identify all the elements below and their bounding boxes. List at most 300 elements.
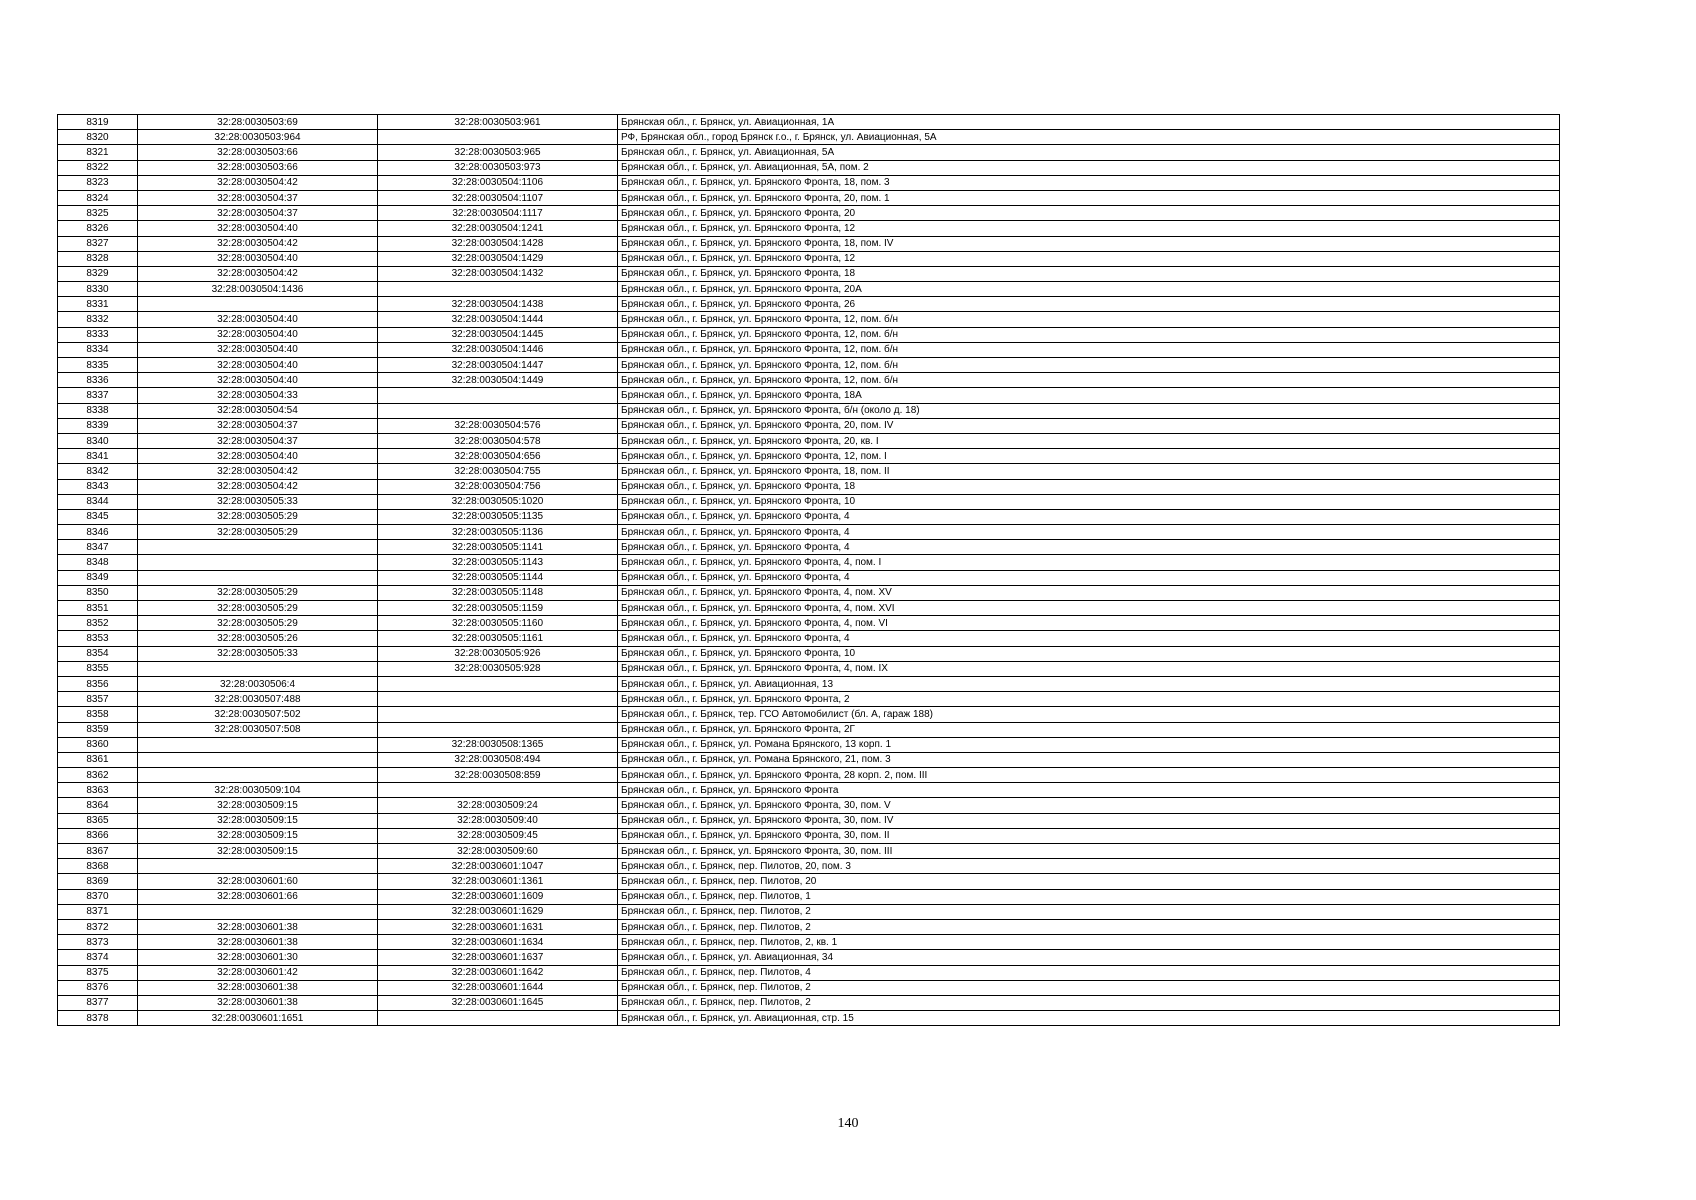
cell-cadastral-object: 32:28:0030601:1609 — [378, 889, 618, 904]
cell-cadastral-parcel: 32:28:0030504:1436 — [138, 282, 378, 297]
cell-cadastral-parcel: 32:28:0030504:37 — [138, 433, 378, 448]
cell-cadastral-parcel: 32:28:0030509:104 — [138, 783, 378, 798]
cell-cadastral-parcel: 32:28:0030601:66 — [138, 889, 378, 904]
cell-cadastral-object — [378, 403, 618, 418]
cell-address: Брянская обл., г. Брянск, пер. Пилотов, 20 — [618, 874, 1560, 889]
cell-address: Брянская обл., г. Брянск, ул. Брянского Фронта, 30, пом. IV — [618, 813, 1560, 828]
cell-number: 8349 — [58, 570, 138, 585]
cell-cadastral-object — [378, 783, 618, 798]
table-row — [58, 449, 1560, 464]
cell-number: 8340 — [58, 433, 138, 448]
cell-cadastral-object: 32:28:0030504:576 — [378, 418, 618, 433]
table-row — [58, 373, 1560, 388]
cell-cadastral-parcel: 32:28:0030509:15 — [138, 844, 378, 859]
cell-address: Брянская обл., г. Брянск, ул. Брянского Фронта, 12, пом. б/н — [618, 342, 1560, 357]
cell-number: 8378 — [58, 1011, 138, 1026]
cell-number: 8364 — [58, 798, 138, 813]
cell-address: Брянская обл., г. Брянск, ул. Романа Брянского, 13 корп. 1 — [618, 737, 1560, 752]
cell-number: 8370 — [58, 889, 138, 904]
cell-cadastral-object: 32:28:0030504:1444 — [378, 312, 618, 327]
table-row — [58, 342, 1560, 357]
cell-number: 8328 — [58, 251, 138, 266]
cell-number: 8372 — [58, 919, 138, 934]
cell-address: Брянская обл., г. Брянск, ул. Брянского Фронта, 4, пом. IX — [618, 661, 1560, 676]
cell-number: 8362 — [58, 768, 138, 783]
cell-cadastral-parcel: 32:28:0030503:964 — [138, 130, 378, 145]
cell-address: Брянская обл., г. Брянск, ул. Брянского Фронта, 4 — [618, 570, 1560, 585]
cell-cadastral-object: 32:28:0030508:494 — [378, 752, 618, 767]
cell-number: 8368 — [58, 859, 138, 874]
table-row — [58, 388, 1560, 403]
cell-cadastral-object: 32:28:0030503:973 — [378, 160, 618, 175]
cell-number: 8344 — [58, 494, 138, 509]
table-row — [58, 403, 1560, 418]
cell-address: Брянская обл., г. Брянск, ул. Брянского Фронта, 18 — [618, 266, 1560, 281]
cell-address: Брянская обл., г. Брянск, ул. Брянского Фронта, 18, пом. IV — [618, 236, 1560, 251]
cell-address: Брянская обл., г. Брянск, ул. Брянского Фронта, 12, пом. б/н — [618, 327, 1560, 342]
cell-number: 8348 — [58, 555, 138, 570]
cell-address: Брянская обл., г. Брянск, ул. Брянского Фронта, 18, пом. 3 — [618, 175, 1560, 190]
cell-address: Брянская обл., г. Брянск, ул. Брянского Фронта, 18 — [618, 479, 1560, 494]
cell-number: 8337 — [58, 388, 138, 403]
cell-address: Брянская обл., г. Брянск, ул. Брянского Фронта, 20, пом. 1 — [618, 190, 1560, 205]
cell-cadastral-object: 32:28:0030504:755 — [378, 464, 618, 479]
cell-number: 8374 — [58, 950, 138, 965]
cell-cadastral-object: 32:28:0030504:1432 — [378, 266, 618, 281]
cell-cadastral-object: 32:28:0030504:1241 — [378, 221, 618, 236]
cell-number: 8365 — [58, 813, 138, 828]
table-row — [58, 874, 1560, 889]
cell-number: 8355 — [58, 661, 138, 676]
table-row — [58, 935, 1560, 950]
cell-cadastral-parcel: 32:28:0030601:60 — [138, 874, 378, 889]
cell-cadastral-object: 32:28:0030505:928 — [378, 661, 618, 676]
cell-cadastral-object: 32:28:0030504:1438 — [378, 297, 618, 312]
cell-cadastral-parcel: 32:28:0030601:38 — [138, 935, 378, 950]
cell-number: 8360 — [58, 737, 138, 752]
cell-cadastral-parcel: 32:28:0030601:38 — [138, 919, 378, 934]
table-row — [58, 813, 1560, 828]
cell-cadastral-object: 32:28:0030601:1645 — [378, 995, 618, 1010]
cell-cadastral-object: 32:28:0030508:1365 — [378, 737, 618, 752]
cell-number: 8351 — [58, 601, 138, 616]
cell-address: Брянская обл., г. Брянск, пер. Пилотов, 2 — [618, 980, 1560, 995]
cell-address: Брянская обл., г. Брянск, ул. Брянского Фронта, 2 — [618, 692, 1560, 707]
table-row — [58, 783, 1560, 798]
table-row — [58, 251, 1560, 266]
table-row — [58, 540, 1560, 555]
table-row — [58, 722, 1560, 737]
table-row — [58, 631, 1560, 646]
cell-number: 8320 — [58, 130, 138, 145]
cell-address: Брянская обл., г. Брянск, пер. Пилотов, 2 — [618, 919, 1560, 934]
cell-number: 8325 — [58, 206, 138, 221]
cell-number: 8354 — [58, 646, 138, 661]
cell-number: 8376 — [58, 980, 138, 995]
cell-address: Брянская обл., г. Брянск, ул. Брянского Фронта — [618, 783, 1560, 798]
cell-cadastral-parcel — [138, 768, 378, 783]
cell-number: 8321 — [58, 145, 138, 160]
cell-address: Брянская обл., г. Брянск, пер. Пилотов, 4 — [618, 965, 1560, 980]
table-row — [58, 509, 1560, 524]
cell-address: Брянская обл., г. Брянск, ул. Брянского Фронта, 4, пом. VI — [618, 616, 1560, 631]
cell-address: Брянская обл., г. Брянск, ул. Авиационная, 13 — [618, 676, 1560, 691]
cell-address: Брянская обл., г. Брянск, ул. Брянского Фронта, 10 — [618, 494, 1560, 509]
cell-number: 8338 — [58, 403, 138, 418]
table-row — [58, 115, 1560, 130]
cell-cadastral-object: 32:28:0030601:1631 — [378, 919, 618, 934]
cell-address: РФ, Брянская обл., город Брянск г.о., г. Брянск, ул. Авиационная, 5А — [618, 130, 1560, 145]
cell-address: Брянская обл., г. Брянск, пер. Пилотов, 2 — [618, 995, 1560, 1010]
cell-cadastral-parcel: 32:28:0030505:29 — [138, 585, 378, 600]
cell-number: 8341 — [58, 449, 138, 464]
table-row — [58, 995, 1560, 1010]
table-row — [58, 464, 1560, 479]
cell-cadastral-parcel: 32:28:0030507:508 — [138, 722, 378, 737]
cell-cadastral-parcel — [138, 661, 378, 676]
cell-address: Брянская обл., г. Брянск, ул. Брянского Фронта, б/н (около д. 18) — [618, 403, 1560, 418]
cell-cadastral-parcel — [138, 737, 378, 752]
cell-number: 8366 — [58, 828, 138, 843]
cell-address: Брянская обл., г. Брянск, ул. Брянского Фронта, 28 корп. 2, пом. III — [618, 768, 1560, 783]
cell-cadastral-parcel: 32:28:0030504:40 — [138, 312, 378, 327]
cell-cadastral-object: 32:28:0030503:961 — [378, 115, 618, 130]
table-row — [58, 160, 1560, 175]
cell-number: 8332 — [58, 312, 138, 327]
cell-number: 8347 — [58, 540, 138, 555]
table-row — [58, 175, 1560, 190]
cell-cadastral-parcel — [138, 540, 378, 555]
cell-cadastral-parcel: 32:28:0030504:40 — [138, 342, 378, 357]
cell-number: 8363 — [58, 783, 138, 798]
cell-number: 8343 — [58, 479, 138, 494]
cell-address: Брянская обл., г. Брянск, ул. Брянского Фронта, 12 — [618, 221, 1560, 236]
cell-address: Брянская обл., г. Брянск, ул. Брянского Фронта, 12 — [618, 251, 1560, 266]
table-row — [58, 190, 1560, 205]
cell-cadastral-parcel: 32:28:0030505:29 — [138, 616, 378, 631]
cell-address: Брянская обл., г. Брянск, ул. Брянского Фронта, 2Г — [618, 722, 1560, 737]
cell-address: Брянская обл., г. Брянск, ул. Брянского Фронта, 30, пом. II — [618, 828, 1560, 843]
cell-cadastral-object: 32:28:0030508:859 — [378, 768, 618, 783]
cell-address: Брянская обл., г. Брянск, ул. Авиационная, 5А — [618, 145, 1560, 160]
cell-cadastral-object: 32:28:0030505:1141 — [378, 540, 618, 555]
cell-address: Брянская обл., г. Брянск, пер. Пилотов, 2 — [618, 904, 1560, 919]
table-row — [58, 479, 1560, 494]
cell-cadastral-object: 32:28:0030505:1161 — [378, 631, 618, 646]
cell-cadastral-object: 32:28:0030504:1107 — [378, 190, 618, 205]
cell-cadastral-object: 32:28:0030509:60 — [378, 844, 618, 859]
cell-number: 8335 — [58, 358, 138, 373]
table-row — [58, 859, 1560, 874]
cell-number: 8331 — [58, 297, 138, 312]
table-row — [58, 433, 1560, 448]
cell-address: Брянская обл., г. Брянск, ул. Брянского Фронта, 4, пом. XVI — [618, 601, 1560, 616]
cell-cadastral-object: 32:28:0030601:1629 — [378, 904, 618, 919]
table-row — [58, 889, 1560, 904]
table-row — [58, 844, 1560, 859]
cell-address: Брянская обл., г. Брянск, ул. Брянского Фронта, 18А — [618, 388, 1560, 403]
cell-cadastral-object: 32:28:0030504:1446 — [378, 342, 618, 357]
table-row — [58, 752, 1560, 767]
table-row — [58, 601, 1560, 616]
cell-address: Брянская обл., г. Брянск, ул. Авиационная, стр. 15 — [618, 1011, 1560, 1026]
cell-address: Брянская обл., г. Брянск, ул. Авиационная, 34 — [618, 950, 1560, 965]
cell-cadastral-object: 32:28:0030504:1429 — [378, 251, 618, 266]
table-row — [58, 282, 1560, 297]
cell-cadastral-parcel: 32:28:0030504:40 — [138, 221, 378, 236]
cell-cadastral-parcel — [138, 555, 378, 570]
table-row — [58, 236, 1560, 251]
table-row — [58, 798, 1560, 813]
cell-cadastral-object — [378, 1011, 618, 1026]
cell-cadastral-parcel: 32:28:0030601:38 — [138, 980, 378, 995]
cell-cadastral-parcel — [138, 904, 378, 919]
cell-cadastral-parcel: 32:28:0030504:42 — [138, 266, 378, 281]
cell-number: 8361 — [58, 752, 138, 767]
cell-cadastral-parcel: 32:28:0030601:42 — [138, 965, 378, 980]
cadastral-table — [57, 114, 1560, 1026]
cell-cadastral-parcel: 32:28:0030504:40 — [138, 358, 378, 373]
table-row — [58, 130, 1560, 145]
cell-address: Брянская обл., г. Брянск, ул. Брянского Фронта, 4 — [618, 540, 1560, 555]
cell-cadastral-parcel: 32:28:0030505:29 — [138, 525, 378, 540]
cell-cadastral-object — [378, 282, 618, 297]
cell-number: 8377 — [58, 995, 138, 1010]
cell-cadastral-parcel: 32:28:0030504:37 — [138, 206, 378, 221]
cell-cadastral-object: 32:28:0030505:1144 — [378, 570, 618, 585]
table-row — [58, 206, 1560, 221]
cell-number: 8329 — [58, 266, 138, 281]
cell-address: Брянская обл., г. Брянск, пер. Пилотов, 1 — [618, 889, 1560, 904]
cell-number: 8330 — [58, 282, 138, 297]
cell-cadastral-parcel — [138, 859, 378, 874]
table-row — [58, 707, 1560, 722]
cell-cadastral-parcel: 32:28:0030601:1651 — [138, 1011, 378, 1026]
cell-number: 8356 — [58, 676, 138, 691]
cell-cadastral-parcel — [138, 570, 378, 585]
cell-number: 8367 — [58, 844, 138, 859]
cell-cadastral-parcel: 32:28:0030504:42 — [138, 236, 378, 251]
cell-address: Брянская обл., г. Брянск, ул. Брянского Фронта, 12, пом. б/н — [618, 358, 1560, 373]
cell-address: Брянская обл., г. Брянск, ул. Брянского Фронта, 12, пом. I — [618, 449, 1560, 464]
cell-cadastral-object — [378, 676, 618, 691]
cell-number: 8322 — [58, 160, 138, 175]
table-row — [58, 221, 1560, 236]
cell-address: Брянская обл., г. Брянск, ул. Брянского Фронта, 12, пом. б/н — [618, 312, 1560, 327]
cell-number: 8350 — [58, 585, 138, 600]
cell-cadastral-object: 32:28:0030504:1106 — [378, 175, 618, 190]
cell-address: Брянская обл., г. Брянск, ул. Брянского Фронта, 20А — [618, 282, 1560, 297]
cell-cadastral-parcel: 32:28:0030504:40 — [138, 327, 378, 342]
cell-cadastral-parcel: 32:28:0030504:42 — [138, 479, 378, 494]
table-row — [58, 312, 1560, 327]
cell-number: 8357 — [58, 692, 138, 707]
cell-number: 8359 — [58, 722, 138, 737]
cell-cadastral-parcel: 32:28:0030504:33 — [138, 388, 378, 403]
cell-cadastral-object: 32:28:0030505:1135 — [378, 509, 618, 524]
cell-cadastral-object: 32:28:0030509:45 — [378, 828, 618, 843]
cell-address: Брянская обл., г. Брянск, ул. Авиационная, 1А — [618, 115, 1560, 130]
table-row — [58, 616, 1560, 631]
table-row — [58, 297, 1560, 312]
cell-address: Брянская обл., г. Брянск, ул. Брянского Фронта, 4 — [618, 631, 1560, 646]
cell-number: 8353 — [58, 631, 138, 646]
cell-cadastral-parcel: 32:28:0030505:29 — [138, 601, 378, 616]
cell-address: Брянская обл., г. Брянск, ул. Брянского Фронта, 4, пом. XV — [618, 585, 1560, 600]
cell-cadastral-object — [378, 707, 618, 722]
cell-number: 8324 — [58, 190, 138, 205]
cell-cadastral-parcel: 32:28:0030505:29 — [138, 509, 378, 524]
cell-cadastral-object: 32:28:0030505:1148 — [378, 585, 618, 600]
cell-number: 8345 — [58, 509, 138, 524]
cell-cadastral-object: 32:28:0030504:1428 — [378, 236, 618, 251]
cell-cadastral-parcel: 32:28:0030505:26 — [138, 631, 378, 646]
cell-cadastral-object — [378, 130, 618, 145]
cell-address: Брянская обл., г. Брянск, ул. Брянского Фронта, 4 — [618, 509, 1560, 524]
cell-cadastral-object: 32:28:0030504:1447 — [378, 358, 618, 373]
cell-cadastral-object: 32:28:0030505:1159 — [378, 601, 618, 616]
table-row — [58, 737, 1560, 752]
cell-address: Брянская обл., г. Брянск, ул. Брянского Фронта, 12, пом. б/н — [618, 373, 1560, 388]
table-row — [58, 145, 1560, 160]
cell-cadastral-parcel: 32:28:0030507:488 — [138, 692, 378, 707]
table-row — [58, 828, 1560, 843]
cell-number: 8375 — [58, 965, 138, 980]
cell-address: Брянская обл., г. Брянск, ул. Брянского Фронта, 20, кв. I — [618, 433, 1560, 448]
page-number: 140 — [837, 1116, 859, 1131]
cell-address: Брянская обл., г. Брянск, ул. Брянского Фронта, 30, пом. V — [618, 798, 1560, 813]
cell-cadastral-object: 32:28:0030504:756 — [378, 479, 618, 494]
cell-address: Брянская обл., г. Брянск, ул. Брянского Фронта, 18, пом. II — [618, 464, 1560, 479]
cell-cadastral-object: 32:28:0030505:926 — [378, 646, 618, 661]
cell-address: Брянская обл., г. Брянск, тер. ГСО Автомобилист (бл. А, гараж 188) — [618, 707, 1560, 722]
table-row — [58, 676, 1560, 691]
table-row — [58, 570, 1560, 585]
cell-cadastral-object: 32:28:0030505:1136 — [378, 525, 618, 540]
cell-cadastral-parcel: 32:28:0030505:33 — [138, 646, 378, 661]
table-row — [58, 965, 1560, 980]
cell-number: 8352 — [58, 616, 138, 631]
cell-cadastral-object — [378, 722, 618, 737]
cell-address: Брянская обл., г. Брянск, ул. Брянского Фронта, 4, пом. I — [618, 555, 1560, 570]
cell-number: 8336 — [58, 373, 138, 388]
cell-number: 8319 — [58, 115, 138, 130]
cell-address: Брянская обл., г. Брянск, ул. Брянского Фронта, 26 — [618, 297, 1560, 312]
cell-number: 8373 — [58, 935, 138, 950]
cell-cadastral-object: 32:28:0030601:1642 — [378, 965, 618, 980]
cell-cadastral-parcel: 32:28:0030503:69 — [138, 115, 378, 130]
cell-cadastral-parcel: 32:28:0030503:66 — [138, 145, 378, 160]
cell-cadastral-object: 32:28:0030601:1047 — [378, 859, 618, 874]
cell-cadastral-object: 32:28:0030505:1143 — [378, 555, 618, 570]
cell-number: 8334 — [58, 342, 138, 357]
cell-number: 8369 — [58, 874, 138, 889]
cell-cadastral-object: 32:28:0030505:1160 — [378, 616, 618, 631]
table-row — [58, 585, 1560, 600]
cell-address: Брянская обл., г. Брянск, ул. Брянского Фронта, 4 — [618, 525, 1560, 540]
cell-cadastral-parcel — [138, 297, 378, 312]
cell-number: 8342 — [58, 464, 138, 479]
cell-address: Брянская обл., г. Брянск, ул. Авиационная, 5А, пом. 2 — [618, 160, 1560, 175]
cell-cadastral-parcel: 32:28:0030504:40 — [138, 373, 378, 388]
cell-address: Брянская обл., г. Брянск, пер. Пилотов, 2, кв. 1 — [618, 935, 1560, 950]
cell-address: Брянская обл., г. Брянск, ул. Брянского Фронта, 20 — [618, 206, 1560, 221]
cell-cadastral-parcel: 32:28:0030504:40 — [138, 251, 378, 266]
table-row — [58, 919, 1560, 934]
cell-cadastral-parcel: 32:28:0030506:4 — [138, 676, 378, 691]
cell-cadastral-object — [378, 692, 618, 707]
table-row — [58, 358, 1560, 373]
cell-cadastral-parcel: 32:28:0030509:15 — [138, 828, 378, 843]
cell-cadastral-object: 32:28:0030504:1445 — [378, 327, 618, 342]
table-row — [58, 692, 1560, 707]
cell-cadastral-object: 32:28:0030505:1020 — [378, 494, 618, 509]
table-row — [58, 1011, 1560, 1026]
table-row — [58, 768, 1560, 783]
table-body — [58, 115, 1560, 1026]
cell-cadastral-parcel: 32:28:0030507:502 — [138, 707, 378, 722]
cell-cadastral-parcel: 32:28:0030505:33 — [138, 494, 378, 509]
cell-cadastral-object: 32:28:0030503:965 — [378, 145, 618, 160]
table-row — [58, 904, 1560, 919]
cell-cadastral-parcel: 32:28:0030504:42 — [138, 175, 378, 190]
table-row — [58, 266, 1560, 281]
cell-cadastral-parcel: 32:28:0030601:38 — [138, 995, 378, 1010]
cell-cadastral-parcel: 32:28:0030504:40 — [138, 449, 378, 464]
cell-number: 8333 — [58, 327, 138, 342]
table-row — [58, 494, 1560, 509]
cell-cadastral-parcel: 32:28:0030503:66 — [138, 160, 378, 175]
cell-address: Брянская обл., г. Брянск, ул. Брянского Фронта, 30, пом. III — [618, 844, 1560, 859]
cell-address: Брянская обл., г. Брянск, ул. Брянского Фронта, 20, пом. IV — [618, 418, 1560, 433]
cell-cadastral-object: 32:28:0030601:1637 — [378, 950, 618, 965]
cell-number: 8323 — [58, 175, 138, 190]
cell-cadastral-object: 32:28:0030504:656 — [378, 449, 618, 464]
table-row — [58, 950, 1560, 965]
cell-number: 8327 — [58, 236, 138, 251]
cell-number: 8371 — [58, 904, 138, 919]
cell-cadastral-object: 32:28:0030509:40 — [378, 813, 618, 828]
cell-cadastral-parcel: 32:28:0030509:15 — [138, 813, 378, 828]
cell-cadastral-object — [378, 388, 618, 403]
cell-cadastral-parcel: 32:28:0030504:37 — [138, 418, 378, 433]
cell-cadastral-object: 32:28:0030601:1644 — [378, 980, 618, 995]
cell-address: Брянская обл., г. Брянск, пер. Пилотов, 20, пом. 3 — [618, 859, 1560, 874]
cell-address: Брянская обл., г. Брянск, ул. Романа Брянского, 21, пом. 3 — [618, 752, 1560, 767]
table-row — [58, 525, 1560, 540]
table-row — [58, 418, 1560, 433]
cell-cadastral-object: 32:28:0030509:24 — [378, 798, 618, 813]
cell-cadastral-object: 32:28:0030504:1449 — [378, 373, 618, 388]
cell-number: 8346 — [58, 525, 138, 540]
cell-cadastral-object: 32:28:0030504:578 — [378, 433, 618, 448]
table-row — [58, 555, 1560, 570]
cell-cadastral-parcel: 32:28:0030504:37 — [138, 190, 378, 205]
cell-cadastral-parcel — [138, 752, 378, 767]
table-row — [58, 646, 1560, 661]
cell-address: Брянская обл., г. Брянск, ул. Брянского Фронта, 10 — [618, 646, 1560, 661]
cell-number: 8339 — [58, 418, 138, 433]
cell-cadastral-object: 32:28:0030504:1117 — [378, 206, 618, 221]
cell-cadastral-parcel: 32:28:0030504:54 — [138, 403, 378, 418]
cell-cadastral-parcel: 32:28:0030601:30 — [138, 950, 378, 965]
cell-cadastral-object: 32:28:0030601:1634 — [378, 935, 618, 950]
cell-number: 8358 — [58, 707, 138, 722]
table-row — [58, 661, 1560, 676]
cell-cadastral-parcel: 32:28:0030504:42 — [138, 464, 378, 479]
table-row — [58, 980, 1560, 995]
cell-cadastral-object: 32:28:0030601:1361 — [378, 874, 618, 889]
